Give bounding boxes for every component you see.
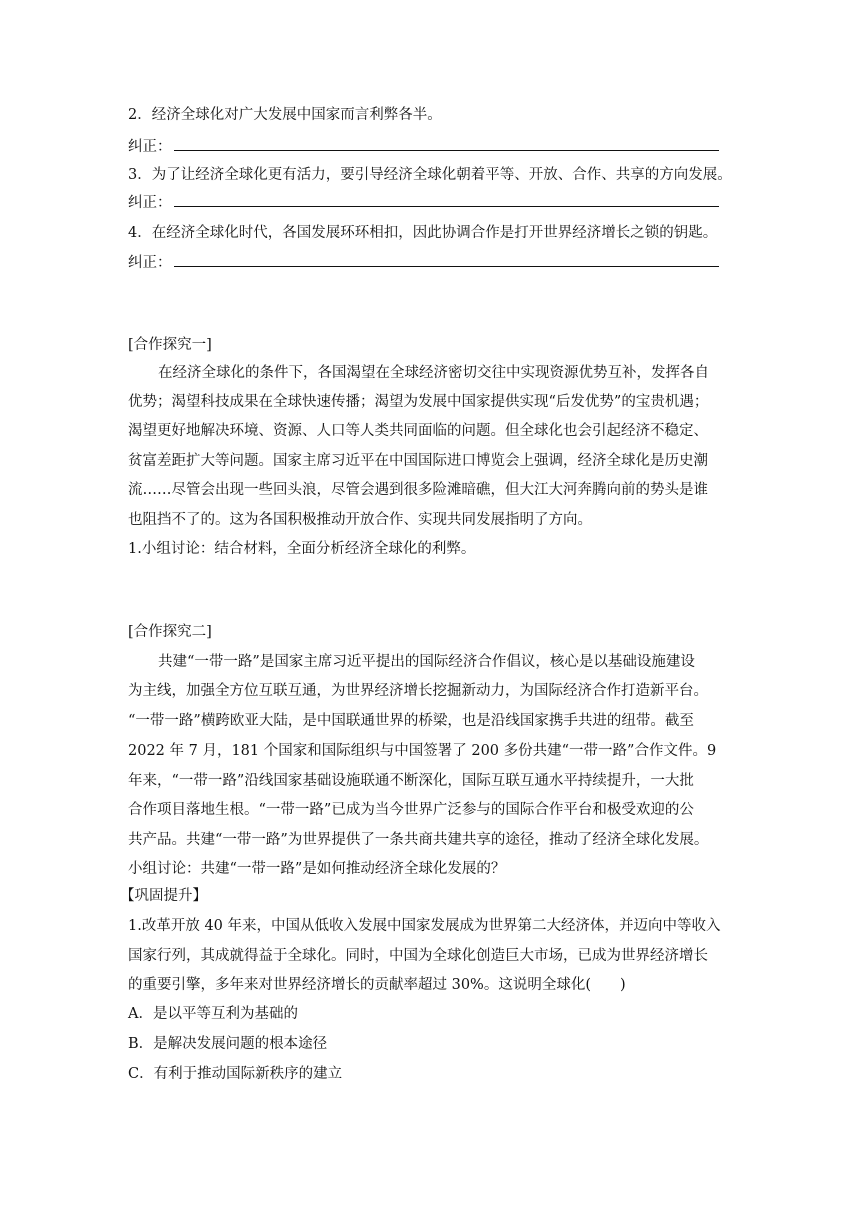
correction-answer-row-2 — [128, 137, 719, 157]
correction-answer-row-4 — [128, 253, 719, 273]
explore1-question: 1.小组讨论：结合材料，全面分析经济全球化的利弊。 — [128, 541, 476, 557]
option-b[interactable]: B．是解决发展问题的根本途径 — [128, 1036, 328, 1052]
explore1-line: 贫富差距扩大等问题。国家主席习近平在中国国际进口博览会上强调，经济全球化是历史潮 — [128, 453, 708, 469]
correction-statement-2: 2．经济全球化对广大发展中国家而言利弊各半。 — [128, 107, 442, 123]
option-c[interactable]: C．有利于推动国际新秩序的建立 — [128, 1066, 343, 1082]
explore1-line: 在经济全球化的条件下，各国渴望在全球经济密切交往中实现资源优势互补，发挥各自 — [158, 365, 709, 381]
explore2-line: 合作项目落地生根。“一带一路”已成为当今世界广泛参与的国际合作平台和极受欢迎的公 — [128, 802, 694, 818]
explore2-line: 年来，“一带一路”沿线国家基础设施联通不断深化，国际互联互通水平持续提升，一大批 — [128, 773, 694, 789]
correction-label: 纠正： — [128, 139, 172, 155]
explore2-line: 为主线，加强全方位互联互通，为世界经济增长挖掘新动力，为国际经济合作打造新平台。 — [128, 683, 708, 699]
explore1-line: 渴望更好地解决环境、资源、人口等人类共同面临的问题。但全球化也会引起经济不稳定、 — [128, 423, 708, 439]
option-a[interactable]: A．是以平等互利为基础的 — [128, 1006, 298, 1022]
explore1-line: 流……尽管会出现一些回头浪，尽管会遇到很多险滩暗礁，但大江大河奔腾向前的势头是谁 — [128, 482, 708, 498]
explore2-heading: [合作探究二] — [128, 624, 212, 640]
answer-blank-line[interactable] — [174, 193, 719, 207]
answer-blank-line[interactable] — [174, 253, 719, 267]
correction-answer-row-3 — [128, 193, 719, 213]
explore1-line: 优势；渴望科技成果在全球快速传播；渴望为发展中国家提供实现“后发优势”的宝贵机遇； — [128, 394, 709, 410]
explore1-heading: [合作探究一] — [128, 337, 212, 353]
explore2-question: 小组讨论：共建“一带一路”是如何推动经济全球化发展的？ — [128, 861, 506, 877]
explore2-line: 共产品。共建“一带一路”为世界提供了一条共商共建共享的途径，推动了经济全球化发展。 — [128, 832, 709, 848]
correction-statement-3: 3．为了让经济全球化更有活力，要引导经济全球化朝着平等、开放、合作、共享的方向发展。 — [128, 167, 732, 183]
question-line: 国家行列，其成就得益于全球化。同时，中国为全球化创造巨大市场，已成为世界经济增长 — [128, 948, 708, 964]
explore2-line: “一带一路”横跨欧亚大陆，是中国联通世界的桥梁，也是沿线国家携手共进的纽带。截至 — [128, 713, 694, 729]
explore2-line: 2022 年 7 月，181 个国家和国际组织与中国签署了 200 多份共建“一带一路”合作文件。9 — [128, 743, 717, 759]
correction-statement-4: 4．在经济全球化时代，各国发展环环相扣，因此协调合作是打开世界经济增长之锁的钥匙。 — [128, 225, 718, 241]
explore2-line: 共建“一带一路”是国家主席习近平提出的国际经济合作倡议，核心是以基础设施建设 — [158, 654, 695, 670]
explore1-line: 也阻挡不了的。这为各国积极推动开放合作、实现共同发展指明了方向。 — [128, 512, 592, 528]
answer-blank-line[interactable] — [174, 137, 719, 151]
question-line: 的重要引擎，多年来对世界经济增长的贡献率超过 30%。这说明全球化( ) — [128, 977, 626, 993]
question-line: 1.改革开放 40 年来，中国从低收入发展中国家发展成为世界第二大经济体，并迈向中等收入 — [128, 918, 721, 934]
correction-label: 纠正： — [128, 195, 172, 211]
correction-label: 纠正： — [128, 255, 172, 271]
consolidate-heading: 【巩固提升】 — [120, 888, 207, 904]
